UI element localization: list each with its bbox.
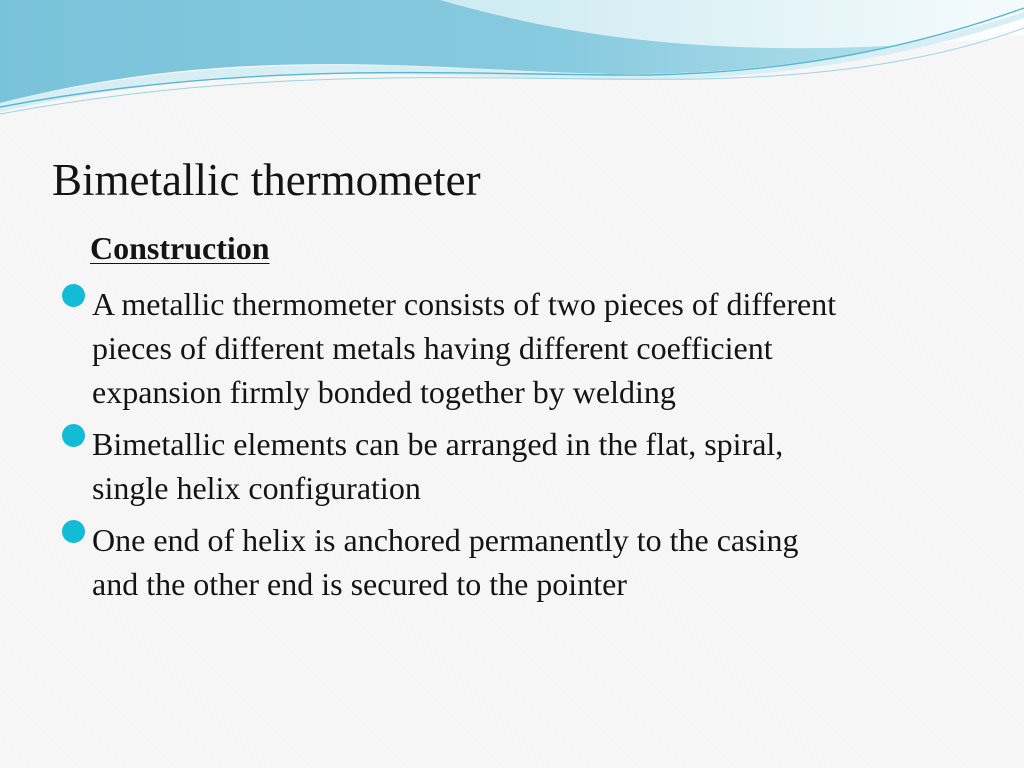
bullet-dot-icon (62, 424, 85, 447)
header-wave-decoration (0, 0, 1024, 130)
bullet-dot-icon (62, 284, 85, 307)
section-heading: Construction (90, 230, 270, 266)
bullet-item (62, 422, 982, 510)
bullet-line: One end of helix is anchored permanently to the casing (92, 522, 799, 558)
bullet-list (62, 282, 982, 614)
bullet-item (62, 518, 982, 606)
slide-title: Bimetallic thermometer (52, 155, 481, 205)
bullet-line: Bimetallic elements can be arranged in the flat, spiral, (92, 426, 784, 462)
bullet-item (62, 282, 982, 414)
bullet-line: pieces of different metals having different coefficient (92, 330, 773, 366)
bullet-dot-icon (62, 520, 85, 543)
bullet-line: expansion firmly bonded together by welding (92, 374, 676, 410)
bullet-line: A metallic thermometer consists of two pieces of different (92, 286, 837, 322)
bullet-line: single helix configuration (92, 470, 421, 506)
bullet-line: and the other end is secured to the pointer (92, 566, 627, 602)
